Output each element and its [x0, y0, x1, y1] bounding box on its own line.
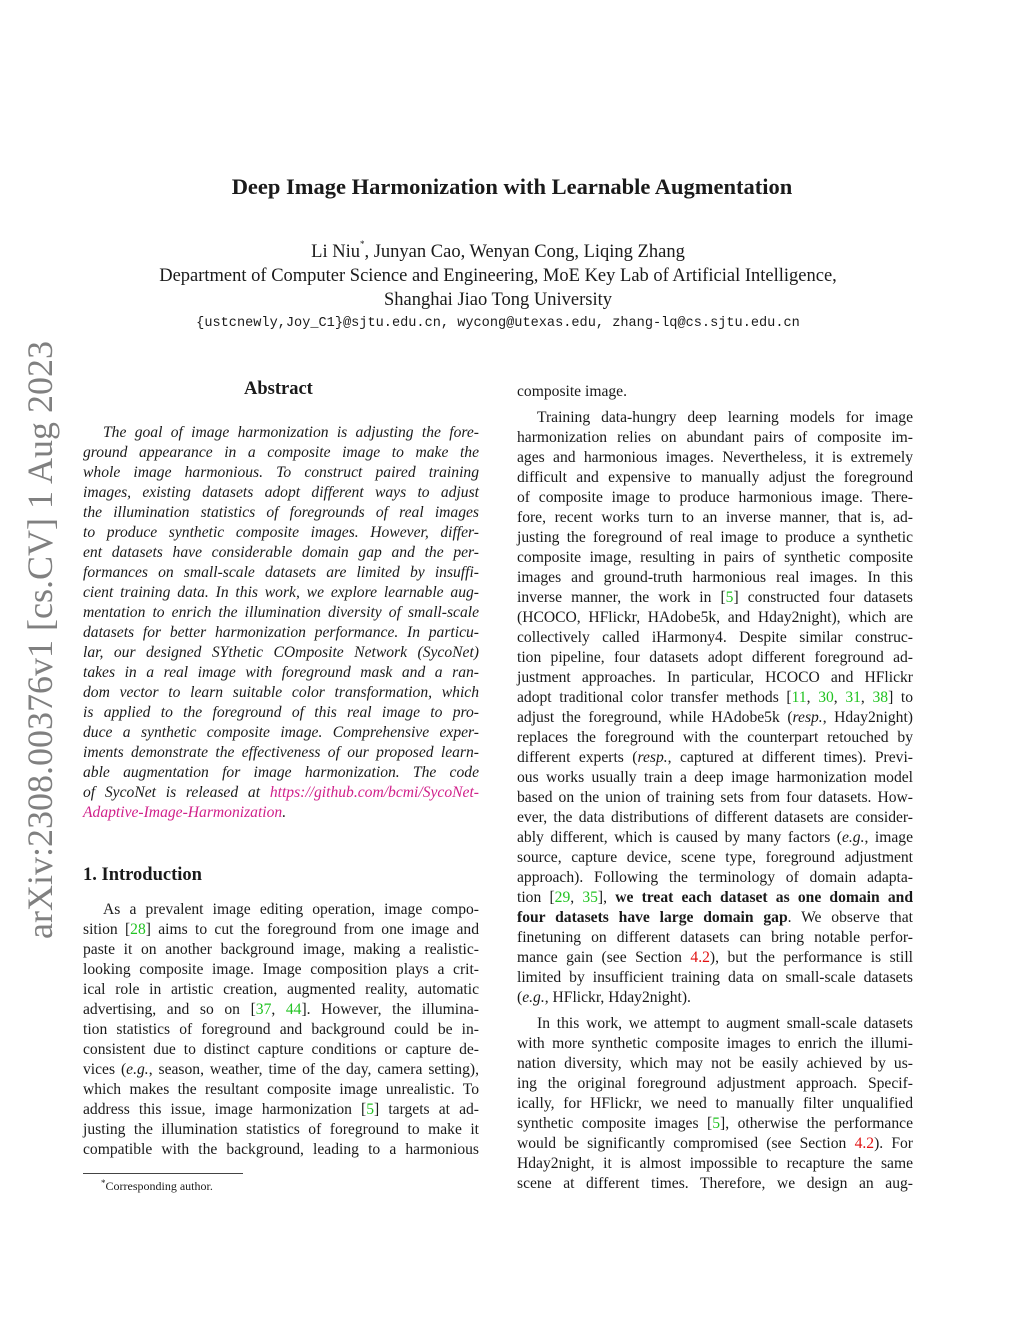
- text-run: , image: [864, 829, 914, 846]
- text-line: [517, 628, 913, 648]
- italic-text: e.g.: [126, 1061, 149, 1078]
- section-ref-link[interactable]: 4.2: [690, 949, 710, 966]
- section-ref-link[interactable]: 4.2: [854, 1135, 875, 1152]
- text-line: [83, 1100, 479, 1120]
- paragraph: [83, 423, 479, 823]
- text-run: ). For: [874, 1135, 914, 1152]
- text-line: [83, 643, 479, 663]
- italic-text: to produce synthetic composite images. However, differ-: [83, 524, 479, 541]
- italic-text: the illumination statistics of foregrounds of real images: [83, 504, 479, 521]
- text-line: [517, 1174, 913, 1194]
- text-run: In this work, we attempt to augment small-scale datasets: [537, 1015, 913, 1032]
- text-line: [517, 928, 913, 948]
- citation-link[interactable]: 29: [554, 889, 571, 906]
- text-line: [517, 788, 913, 808]
- italic-text: takes in a real image with foreground mask and a ran-: [83, 664, 479, 681]
- text-line: [517, 548, 913, 568]
- text-run: ] constructed four datasets: [733, 589, 913, 606]
- other-authors: , Junyan Cao, Wenyan Cong, Liqing Zhang: [364, 242, 685, 262]
- italic-text: whole image harmonious. To construct paired training: [83, 464, 479, 481]
- text-run: limited by insufficient training data on small-scale datasets: [517, 969, 913, 986]
- text-run: finetuning on different datasets can bring notable perfor-: [517, 929, 913, 946]
- text-run: , season, weather, time of the day, camera setting),: [148, 1061, 479, 1078]
- citation-link[interactable]: 5: [366, 1101, 375, 1118]
- italic-text: The goal of image harmonization is adjusting the fore-: [103, 424, 479, 441]
- text-run: ically, for HFlickr, we need to manually filter unqualified: [517, 1095, 913, 1112]
- text-line: [83, 980, 479, 1000]
- citation-link[interactable]: 44: [285, 1001, 302, 1018]
- text-line: [517, 468, 913, 488]
- text-run: , captured at different times). Previ-: [667, 749, 913, 766]
- citation-link[interactable]: 5: [712, 1115, 720, 1132]
- code-url-link[interactable]: Adaptive-Image-Harmonization: [83, 804, 283, 821]
- text-line: [83, 703, 479, 723]
- text-run: consistent due to distinct capture conditions or capture de-: [83, 1041, 479, 1058]
- text-line: [517, 1074, 913, 1094]
- italic-text: resp.: [792, 709, 823, 726]
- text-line: [517, 1154, 913, 1174]
- text-run: . We observe that: [787, 909, 913, 926]
- text-line: [83, 603, 479, 623]
- text-line: [517, 688, 913, 708]
- text-line: [517, 448, 913, 468]
- text-run: , HFlickr, Hday2night).: [544, 989, 691, 1006]
- abstract-body: [83, 423, 479, 823]
- text-line: [517, 1134, 913, 1154]
- citation-link[interactable]: 37: [255, 1001, 272, 1018]
- text-run: ]. However, the illumina-: [301, 1001, 479, 1018]
- text-line: [83, 723, 479, 743]
- text-line: [517, 848, 913, 868]
- text-run: difficult and expensive to manually adjust the foreground: [517, 469, 913, 486]
- text-line: [83, 940, 479, 960]
- text-line: [83, 803, 479, 823]
- italic-text: .: [282, 804, 287, 821]
- text-line: [83, 1060, 479, 1080]
- text-run: inverse manner, the work in [: [517, 589, 726, 606]
- text-run: ical role in artistic creation, augmented reality, automatic: [83, 981, 479, 998]
- citation-link[interactable]: 28: [130, 921, 146, 938]
- text-run: ,: [833, 689, 846, 706]
- code-url-link[interactable]: https://github.com/bcmi/SycoNet-: [269, 784, 479, 801]
- text-run: compatible with the background, leading to a harmonious: [83, 1141, 479, 1158]
- text-run: advertising, and so on [: [83, 1001, 256, 1018]
- citation-link[interactable]: 11: [791, 689, 807, 706]
- text-line: [517, 1114, 913, 1134]
- text-run: Training data-hungry deep learning models for image: [537, 409, 913, 426]
- citation-link[interactable]: 5: [725, 589, 734, 606]
- author-block: [0, 240, 996, 312]
- italic-text: e.g.: [522, 989, 545, 1006]
- text-run: ,: [570, 889, 583, 906]
- bold-text: four datasets have large domain gap: [517, 909, 788, 926]
- text-run: ever, the data distributions of different datasets are consider-: [517, 809, 913, 826]
- text-line: [83, 503, 479, 523]
- footnote: [101, 1179, 213, 1194]
- footnote-rule: [83, 1173, 243, 1174]
- text-run: composite image.: [517, 383, 627, 400]
- text-run: ] aims to cut the foreground from one image and: [145, 921, 479, 938]
- text-line: [517, 508, 913, 528]
- corresponding-mark: *: [359, 239, 365, 249]
- text-run: which makes the resultant composite image unrealistic. To: [83, 1081, 479, 1098]
- paragraph: [517, 1014, 913, 1194]
- text-run: ous works usually train a deep image harmonization model: [517, 769, 913, 786]
- italic-text: ent datasets have considerable domain gap and the per-: [83, 544, 479, 561]
- text-line: [517, 568, 913, 588]
- text-line: [83, 523, 479, 543]
- text-run: scene at different times. Therefore, we design an aug-: [517, 1175, 913, 1192]
- italic-text: ground appearance in a composite image to make the: [83, 444, 479, 461]
- paragraph: [83, 900, 479, 1160]
- text-line: [517, 488, 913, 508]
- text-line: [517, 1094, 913, 1114]
- text-run: , Hday2night): [822, 709, 913, 726]
- text-run: vices (: [83, 1061, 127, 1078]
- text-run: adopt traditional color transfer methods [: [517, 689, 792, 706]
- text-line: [517, 648, 913, 668]
- text-line: [83, 623, 479, 643]
- text-run: source, capture device, scene type, foreground adjustment: [517, 849, 913, 866]
- text-run: ,: [806, 689, 819, 706]
- text-line: [517, 608, 913, 628]
- text-run: ), but the performance is still: [709, 949, 913, 966]
- text-line: [83, 1120, 479, 1140]
- text-line: [517, 382, 913, 402]
- text-run: ] targets at ad-: [374, 1101, 479, 1118]
- introduction-heading: 1. Introduction: [83, 865, 202, 885]
- text-run: based on the union of training sets from four datasets. How-: [517, 789, 913, 806]
- text-line: [83, 563, 479, 583]
- text-line: [517, 588, 913, 608]
- citation-link[interactable]: 38: [872, 689, 889, 706]
- text-line: [83, 683, 479, 703]
- affiliation: Department of Computer Science and Engineering, MoE Key Lab of Artificial Intelligence,: [159, 266, 837, 286]
- italic-text: lar, our designed SYthetic COmposite Network (SycoNet): [83, 644, 479, 661]
- text-line: [83, 543, 479, 563]
- affiliation-university: Shanghai Jiao Tong University: [383, 290, 613, 310]
- text-run: justing the illumination statistics of foreground to make it: [83, 1121, 479, 1138]
- italic-text: e.g.: [841, 829, 865, 846]
- text-line: [83, 443, 479, 463]
- italic-text: mentation to enrich the illumination diversity of small-scale: [83, 604, 479, 621]
- text-run: tion [: [517, 889, 555, 906]
- text-line: [517, 948, 913, 968]
- text-run: would be significantly compromised (see Section: [517, 1135, 855, 1152]
- text-run: ],: [597, 889, 616, 906]
- text-run: (: [517, 989, 523, 1006]
- bold-text: we treat each dataset as one domain and: [615, 889, 914, 906]
- text-line: [517, 668, 913, 688]
- text-line: [83, 960, 479, 980]
- text-run: ably different, which is caused by many factors (: [517, 829, 842, 846]
- text-line: [83, 743, 479, 763]
- text-line: [83, 1140, 479, 1160]
- text-line: [83, 583, 479, 603]
- text-line: [83, 763, 479, 783]
- first-author: Li Niu: [311, 242, 360, 262]
- author-emails: {ustcnewly,Joy_C1}@sjtu.edu.cn, wycong@utexas.edu, zhang-lq@cs.sjtu.edu.cn: [196, 316, 800, 331]
- paragraph: [517, 408, 913, 1008]
- abstract-heading: Abstract: [244, 379, 313, 399]
- text-run: different experts (: [517, 749, 638, 766]
- text-run: ], otherwise the performance: [720, 1115, 913, 1132]
- italic-text: duce a synthetic composite image. Comprehensive exper-: [83, 724, 479, 741]
- text-line: [83, 920, 479, 940]
- text-line: [517, 1014, 913, 1034]
- text-run: ,: [860, 689, 873, 706]
- author-names: [0, 240, 996, 264]
- text-line: [83, 423, 479, 443]
- text-run: looking composite image. Image composition plays a crit-: [83, 961, 479, 978]
- text-run: ing the original foreground adjustment approach. Specif-: [517, 1075, 913, 1092]
- text-line: [517, 528, 913, 548]
- footnote-text: Corresponding author.: [105, 1179, 213, 1193]
- text-run: with more synthetic composite images to enrich the illumi-: [517, 1035, 913, 1052]
- paper-title: Deep Image Harmonization with Learnable Augmentation: [231, 174, 793, 199]
- text-line: [517, 988, 913, 1008]
- text-run: address this issue, image harmonization [: [83, 1101, 367, 1118]
- text-line: [517, 728, 913, 748]
- text-line: [517, 868, 913, 888]
- text-line: [83, 783, 479, 803]
- text-line: [83, 900, 479, 920]
- text-line: [517, 428, 913, 448]
- text-line: [83, 1040, 479, 1060]
- text-run: As a prevalent image editing operation, image compo-: [103, 901, 479, 918]
- text-line: [83, 483, 479, 503]
- text-run: nation diversity, which may not be easily achieved by us-: [517, 1055, 913, 1072]
- arxiv-identifier: arXiv:2308.00376v1 [cs.CV] 1 Aug 2023: [20, 341, 60, 939]
- italic-text: iments demonstrate the effectiveness of our proposed learn-: [83, 744, 479, 761]
- text-line: [517, 808, 913, 828]
- paragraph: [517, 382, 913, 402]
- italic-text: is applied to the foreground of this real image to pro-: [83, 704, 479, 721]
- italic-text: formances on small-scale datasets are limited by insuffi-: [83, 564, 479, 581]
- text-run: justment approaches. In particular, HCOCO and HFlickr: [517, 669, 913, 686]
- text-line: [83, 663, 479, 683]
- introduction-right-column: [517, 382, 913, 1194]
- footnote-mark: *: [101, 1178, 106, 1188]
- text-run: ages and harmonious images. Nevertheless, it is extremely: [517, 449, 913, 466]
- text-run: composite image, resulting in pairs of synthetic composite: [517, 549, 913, 566]
- text-run: images and ground-truth harmonious real images. In this: [517, 569, 913, 586]
- text-run: ,: [271, 1001, 286, 1018]
- text-line: [517, 748, 913, 768]
- citation-link[interactable]: 35: [582, 889, 598, 906]
- text-line: [517, 888, 913, 908]
- citation-link[interactable]: 30: [818, 689, 834, 706]
- text-line: [83, 1000, 479, 1020]
- text-run: synthetic composite images [: [517, 1115, 713, 1132]
- text-line: [517, 408, 913, 428]
- text-run: adjust the foreground, while HAdobe5k (: [517, 709, 793, 726]
- italic-text: resp.: [637, 749, 668, 766]
- text-run: of composite image to produce harmonious image. There-: [517, 489, 913, 506]
- text-run: sition [: [83, 921, 131, 938]
- text-run: fore, recent works turn to an inverse manner, that is, ad-: [517, 509, 913, 526]
- text-line: [517, 908, 913, 928]
- text-line: [517, 768, 913, 788]
- text-run: harmonization relies on abundant pairs of composite im-: [517, 429, 913, 446]
- text-line: [517, 968, 913, 988]
- italic-text: cient training data. In this work, we explore learnable aug-: [83, 584, 479, 601]
- text-line: [83, 1080, 479, 1100]
- citation-link[interactable]: 31: [845, 689, 861, 706]
- text-run: mance gain (see Section: [517, 949, 691, 966]
- text-run: tion pipeline, four datasets adopt different foreground ad-: [517, 649, 913, 666]
- italic-text: dom vector to learn suitable color transformation, which: [83, 684, 479, 701]
- introduction-left-column: [83, 900, 479, 1160]
- text-run: approach). Following the terminology of domain adapta-: [517, 869, 913, 886]
- italic-text: datasets for better harmonization performance. In particu-: [83, 624, 479, 641]
- italic-text: images, existing datasets adopt different ways to adjust: [83, 484, 479, 501]
- text-line: [517, 1054, 913, 1074]
- text-run: Hday2night, it is almost impossible to recapture the same: [517, 1155, 913, 1172]
- text-line: [517, 1034, 913, 1054]
- text-line: [83, 463, 479, 483]
- text-line: [517, 708, 913, 728]
- text-line: [83, 1020, 479, 1040]
- text-run: paste it on another background image, making a realistic-: [83, 941, 479, 958]
- text-run: replaces the foreground with the counterpart retouched by: [517, 729, 913, 746]
- text-run: justing the foreground of real image to produce a synthetic: [517, 529, 913, 546]
- text-run: (HCOCO, HFlickr, HAdobe5k, and Hday2night), which are: [517, 609, 913, 626]
- text-line: [517, 828, 913, 848]
- text-run: tion statistics of foreground and background could be in-: [83, 1021, 479, 1038]
- italic-text: of SycoNet is released at: [83, 784, 270, 801]
- italic-text: able augmentation for image harmonization. The code: [83, 764, 479, 781]
- text-run: ] to: [888, 689, 914, 706]
- text-run: collectively called iHarmony4. Despite similar construc-: [517, 629, 913, 646]
